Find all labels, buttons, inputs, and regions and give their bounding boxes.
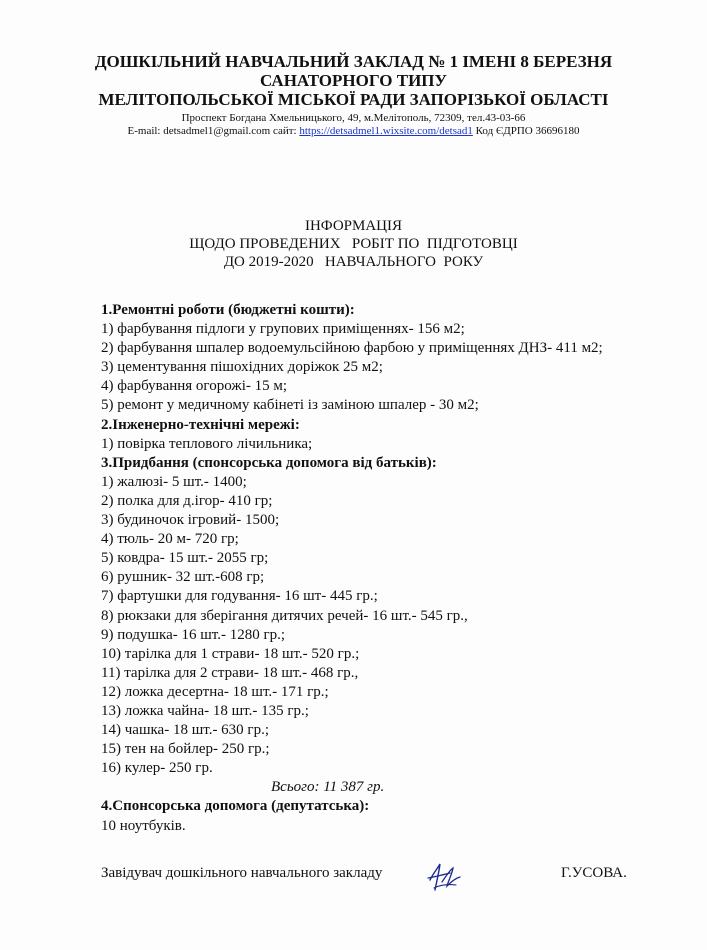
section-2-heading: 2.Інженерно-технічні мережі: — [101, 416, 300, 433]
doc-title-line-2: ЩОДО ПРОВЕДЕНИХ РОБІТ ПО ПІДГОТОВЦІ — [189, 236, 518, 252]
email-text: E-mail: detsadmel1@gmail.com сайт: — [127, 125, 300, 137]
contact-line — [0, 124, 707, 138]
list-item: 3) цементування пішохідних доріжок 25 м2; — [101, 359, 383, 376]
list-item: 12) ложка десертна- 18 шт.- 171 гр.; — [101, 683, 329, 700]
edrpou-code: Код ЄДРПО 36696180 — [472, 125, 580, 137]
list-item: 3) будиночок ігровий- 1500; — [101, 512, 280, 529]
list-item: 5) ремонт у медичному кабінеті із заміною шпалер - 30 м2; — [101, 397, 479, 414]
list-item: 7) фартушки для годування- 16 шт- 445 гр.; — [101, 588, 378, 605]
list-item: 1) фарбування підлоги у групових приміщеннях- 156 м2; — [101, 321, 465, 338]
institution-name-line-1: ДОШКІЛЬНИЙ НАВЧАЛЬНИЙ ЗАКЛАД № 1 ІМЕНІ 8 БЕРЕЗНЯ — [94, 52, 613, 71]
section-3-heading: 3.Придбання (спонсорська допомога від батьків): — [101, 454, 437, 471]
handwritten-signature-icon — [420, 858, 468, 896]
list-item: 16) кулер- 250 гр. — [101, 760, 213, 777]
list-item: 10 ноутбуків. — [101, 817, 186, 834]
institution-name-line-2: САНАТОРНОГО ТИПУ — [259, 71, 447, 90]
list-item: 4) тюль- 20 м- 720 гр; — [101, 531, 239, 548]
list-item: 2) полка для д.ігор- 410 гр; — [101, 492, 273, 509]
section-1-heading: 1.Ремонтні роботи (бюджетні кошти): — [101, 302, 355, 318]
list-item: 10) тарілка для 1 страви- 18 шт.- 520 гр.; — [101, 645, 360, 662]
list-item: 2) фарбування шпалер водоемульсійною фарбою у приміщеннях ДНЗ- 411 м2; — [101, 340, 603, 357]
list-item: 1) жалюзі- 5 шт.- 1400; — [101, 473, 247, 490]
site-link[interactable]: https://detsadmel1.wixsite.com/detsad1 — [299, 125, 473, 137]
section-4-heading: 4.Спонсорська допомога (депутатська): — [101, 798, 370, 815]
document-body — [101, 301, 641, 836]
list-item: 11) тарілка для 2 страви- 18 шт.- 468 гр., — [101, 664, 359, 681]
list-item: 14) чашка- 18 шт.- 630 гр.; — [101, 722, 270, 739]
director-name: Г.УСОВА. — [561, 865, 627, 881]
institution-name-line-3: МЕЛІТОПОЛЬСЬКОЇ МІСЬКОЇ РАДИ ЗАПОРІЗЬКОЇ ОБЛАСТІ — [98, 90, 609, 109]
list-item: 8) рюкзаки для зберігання дитячих речей- 16 шт.- 545 гр., — [101, 607, 468, 624]
list-item: 9) подушка- 16 шт.- 1280 гр.; — [101, 626, 286, 643]
list-item: 1) повірка теплового лічильника; — [101, 435, 313, 452]
doc-title-line-3: ДО 2019-2020 НАВЧАЛЬНОГО РОКУ — [223, 254, 484, 270]
list-item: 13) ложка чайна- 18 шт.- 135 гр.; — [101, 702, 309, 719]
director-position: Завідувач дошкільного навчального закладу — [101, 865, 383, 881]
list-item: 4) фарбування огорожі- 15 м; — [101, 378, 288, 395]
doc-title-line-1: ІНФОРМАЦІЯ — [304, 218, 403, 234]
list-item: 15) тен на бойлер- 250 гр.; — [101, 741, 270, 758]
total-sum: Всього: 11 387 гр. — [271, 779, 385, 796]
list-item: 6) рушник- 32 шт.-608 гр; — [101, 569, 265, 586]
list-item: 5) ковдра- 15 шт.- 2055 гр; — [101, 550, 269, 567]
institution-address: Проспект Богдана Хмельницького, 49, м.Мелітополь, 72309, тел.43-03-66 — [181, 112, 526, 124]
